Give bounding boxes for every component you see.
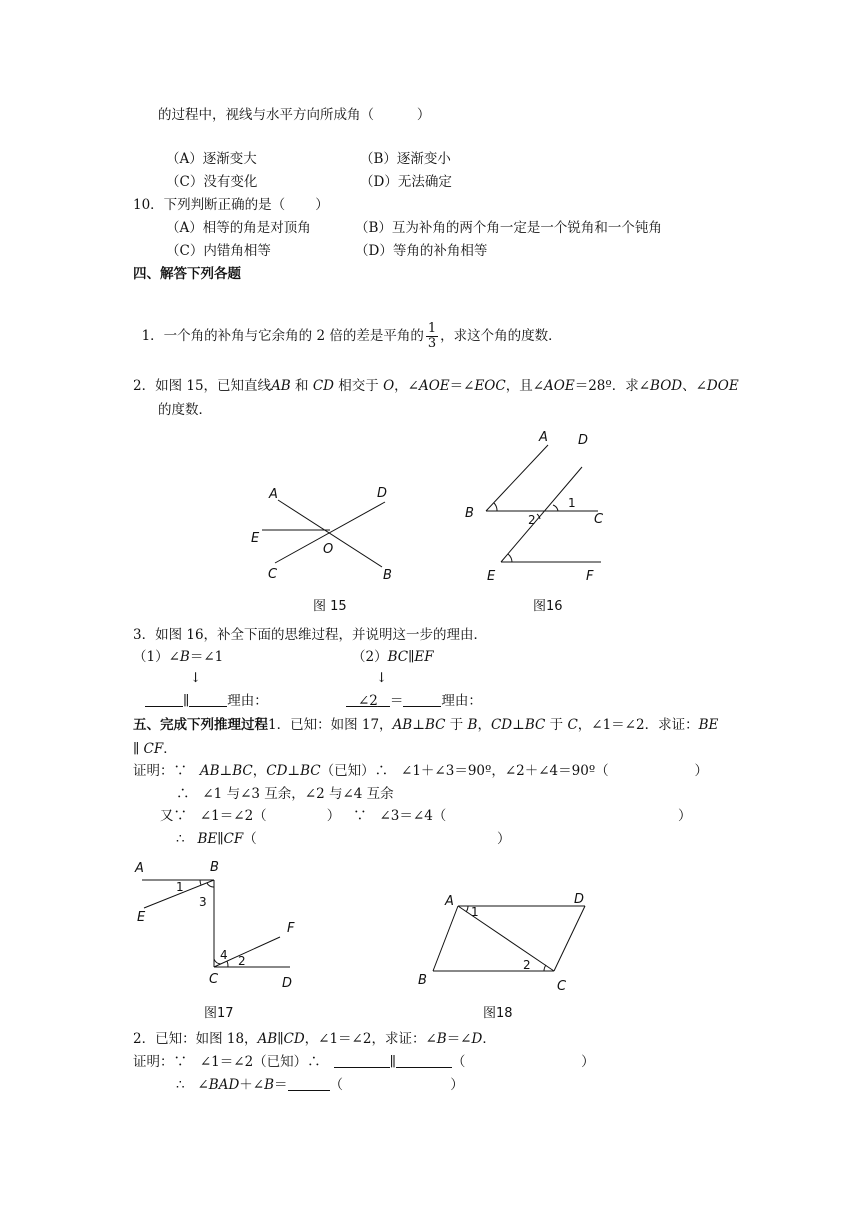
problem4-3-answer2: ∠2 ＝ 理由： (346, 692, 550, 710)
ray-ba (486, 445, 548, 511)
answer-blank[interactable] (346, 692, 358, 707)
fig17-label-f: F (287, 921, 295, 936)
fig15-label-b: B (383, 568, 392, 583)
fig17-label-d: D (282, 976, 293, 991)
figure-17-caption: 图17 (204, 1006, 234, 1021)
angle-e-arc (508, 554, 512, 562)
fig18-label-d: D (574, 892, 585, 907)
proof1-line2: ∴ ∠1 与∠3 互余，∠2 与∠4 互余 (176, 786, 394, 802)
fraction-numerator: 1 (427, 321, 437, 336)
down-arrow-icon: ↓ (376, 670, 388, 686)
section5-q1-line1: 五、完成下列推理过程1．已知：如图 17，AB⊥BC 于 B，CD⊥BC 于 C，∠1＝∠2．求证：BE (133, 717, 719, 733)
fig18-label-1: 1 (471, 905, 479, 919)
answer-blank[interactable] (378, 692, 390, 707)
fig16-label-d: D (578, 433, 589, 448)
fig16-label-b: B (465, 506, 474, 521)
q10-option-a: （A）相等的角是对顶角 (166, 220, 311, 236)
down-arrow-icon: ↓ (190, 670, 202, 686)
figure-16-caption: 图16 (533, 599, 563, 614)
fig16-label-1: 1 (568, 496, 576, 510)
fig15-label-o: O (323, 542, 334, 557)
figure-15 (240, 480, 410, 590)
line-ed (501, 467, 582, 562)
proof1-line3: 又∵ ∠1＝∠2（ ） ∵ ∠3＝∠4（ ） (160, 808, 692, 824)
section5-title: 五、完成下列推理过程 (133, 717, 268, 733)
problem4-1 (133, 294, 562, 351)
fig18-label-c: C (557, 979, 567, 994)
q9-option-d: （D）无法确定 (360, 174, 452, 190)
q10-stem: 10．下列判断正确的是（ ） (133, 197, 329, 213)
q10-option-d: （D）等角的补角相等 (355, 243, 488, 259)
angle-b-arc (494, 503, 497, 511)
answer-blank[interactable] (403, 692, 441, 707)
problem4-2-line1: 2．如图 15，已知直线AB 和 CD 相交于 O，∠AOE＝∠EOC，且∠AOE＝28º．求∠BOD、∠DOE (133, 378, 739, 394)
segment-dc (554, 906, 585, 971)
answer-blank[interactable] (334, 1053, 390, 1068)
fig18-label-a: A (445, 894, 454, 909)
fig17-label-3: 3 (199, 895, 207, 909)
fig15-label-e: E (251, 531, 260, 546)
fig15-label-a: A (269, 487, 278, 502)
fig17-label-4: 4 (220, 948, 228, 962)
fig18-label-2: 2 (523, 958, 531, 972)
q9-option-c: （C）没有变化 (166, 174, 258, 190)
figure-15-caption: 图 15 (313, 599, 347, 614)
fig17-label-1: 1 (176, 880, 184, 894)
proof1-line4: ∴ BE∥CF（ ） (176, 831, 511, 847)
q9-option-b: （B）逐渐变小 (360, 151, 451, 167)
section4-title: 四、解答下列各题 (133, 266, 241, 282)
problem4-3-item1: （1）∠B＝∠1 (133, 649, 224, 665)
q10-option-c: （C）内错角相等 (166, 243, 271, 259)
fig17-label-a: A (135, 861, 144, 876)
fig16-label-2: 2 (528, 513, 536, 527)
answer-blank[interactable] (189, 692, 227, 707)
segment-ab (433, 906, 458, 971)
angle-1-arc (466, 906, 468, 912)
figure-18-caption: 图18 (483, 1006, 513, 1021)
answer-blank[interactable] (145, 692, 183, 707)
fig16-label-a: A (539, 430, 548, 445)
fig16-label-e: E (487, 569, 496, 584)
angle-3-arc (207, 883, 214, 887)
figure-16 (460, 425, 630, 590)
problem4-3-item2: （2）BC∥EF (352, 649, 434, 665)
answer-blank[interactable] (288, 1076, 330, 1091)
fig17-label-e: E (137, 910, 146, 925)
angle-1-arc (553, 505, 558, 511)
problem4-1-text: 1．一个角的补角与它余角的 2 倍的差是平角的 (141, 328, 424, 344)
proof2-line2: ∴ ∠BAD＋∠B＝ （ ） (176, 1077, 464, 1093)
proof1-line1: 证明：∵ AB⊥BC，CD⊥BC（已知）∴ ∠1＋∠3＝90º，∠2＋∠4＝90º（ ） (133, 763, 708, 779)
q9-stem: 的过程中，视线与水平方向所成角（ ） (158, 107, 431, 123)
problem4-1-tail: ，求这个角的度数． (440, 328, 562, 344)
section5-q1-line2: ∥ CF． (133, 741, 177, 757)
section5-q2-line: 2．已知：如图 18，AB∥CD，∠1＝∠2，求证：∠B＝∠D． (133, 1031, 496, 1047)
fig17-label-b: B (210, 860, 219, 875)
problem4-3-line: 3．如图 16，补全下面的思维过程，并说明这一步的理由． (133, 627, 488, 643)
q10-option-b: （B）互为补角的两个角一定是一个锐角和一个钝角 (355, 220, 662, 236)
fig15-label-c: C (268, 567, 278, 582)
answer-blank[interactable] (396, 1053, 452, 1068)
fig18-label-b: B (418, 973, 427, 988)
q9-option-a: （A）逐渐变大 (166, 151, 257, 167)
fig17-label-2: 2 (238, 954, 246, 968)
problem4-2-line2: 的度数． (158, 402, 212, 418)
angle-1-arc (200, 880, 201, 885)
fig15-label-d: D (377, 486, 388, 501)
problem4-3-answer1: ∥ 理由： (145, 692, 336, 710)
angle-2-arc (544, 965, 546, 971)
fraction-denominator: 3 (427, 336, 437, 351)
proof2-line1: 证明：∵ ∠1＝∠2（已知）∴ ∥ （ ） (133, 1054, 595, 1070)
fraction-one-third (426, 322, 438, 351)
figure-18 (410, 885, 610, 1000)
fig16-label-f: F (586, 569, 594, 584)
fig17-label-c: C (209, 972, 219, 987)
fig16-label-c: C (594, 512, 604, 527)
figure-17 (130, 855, 310, 995)
